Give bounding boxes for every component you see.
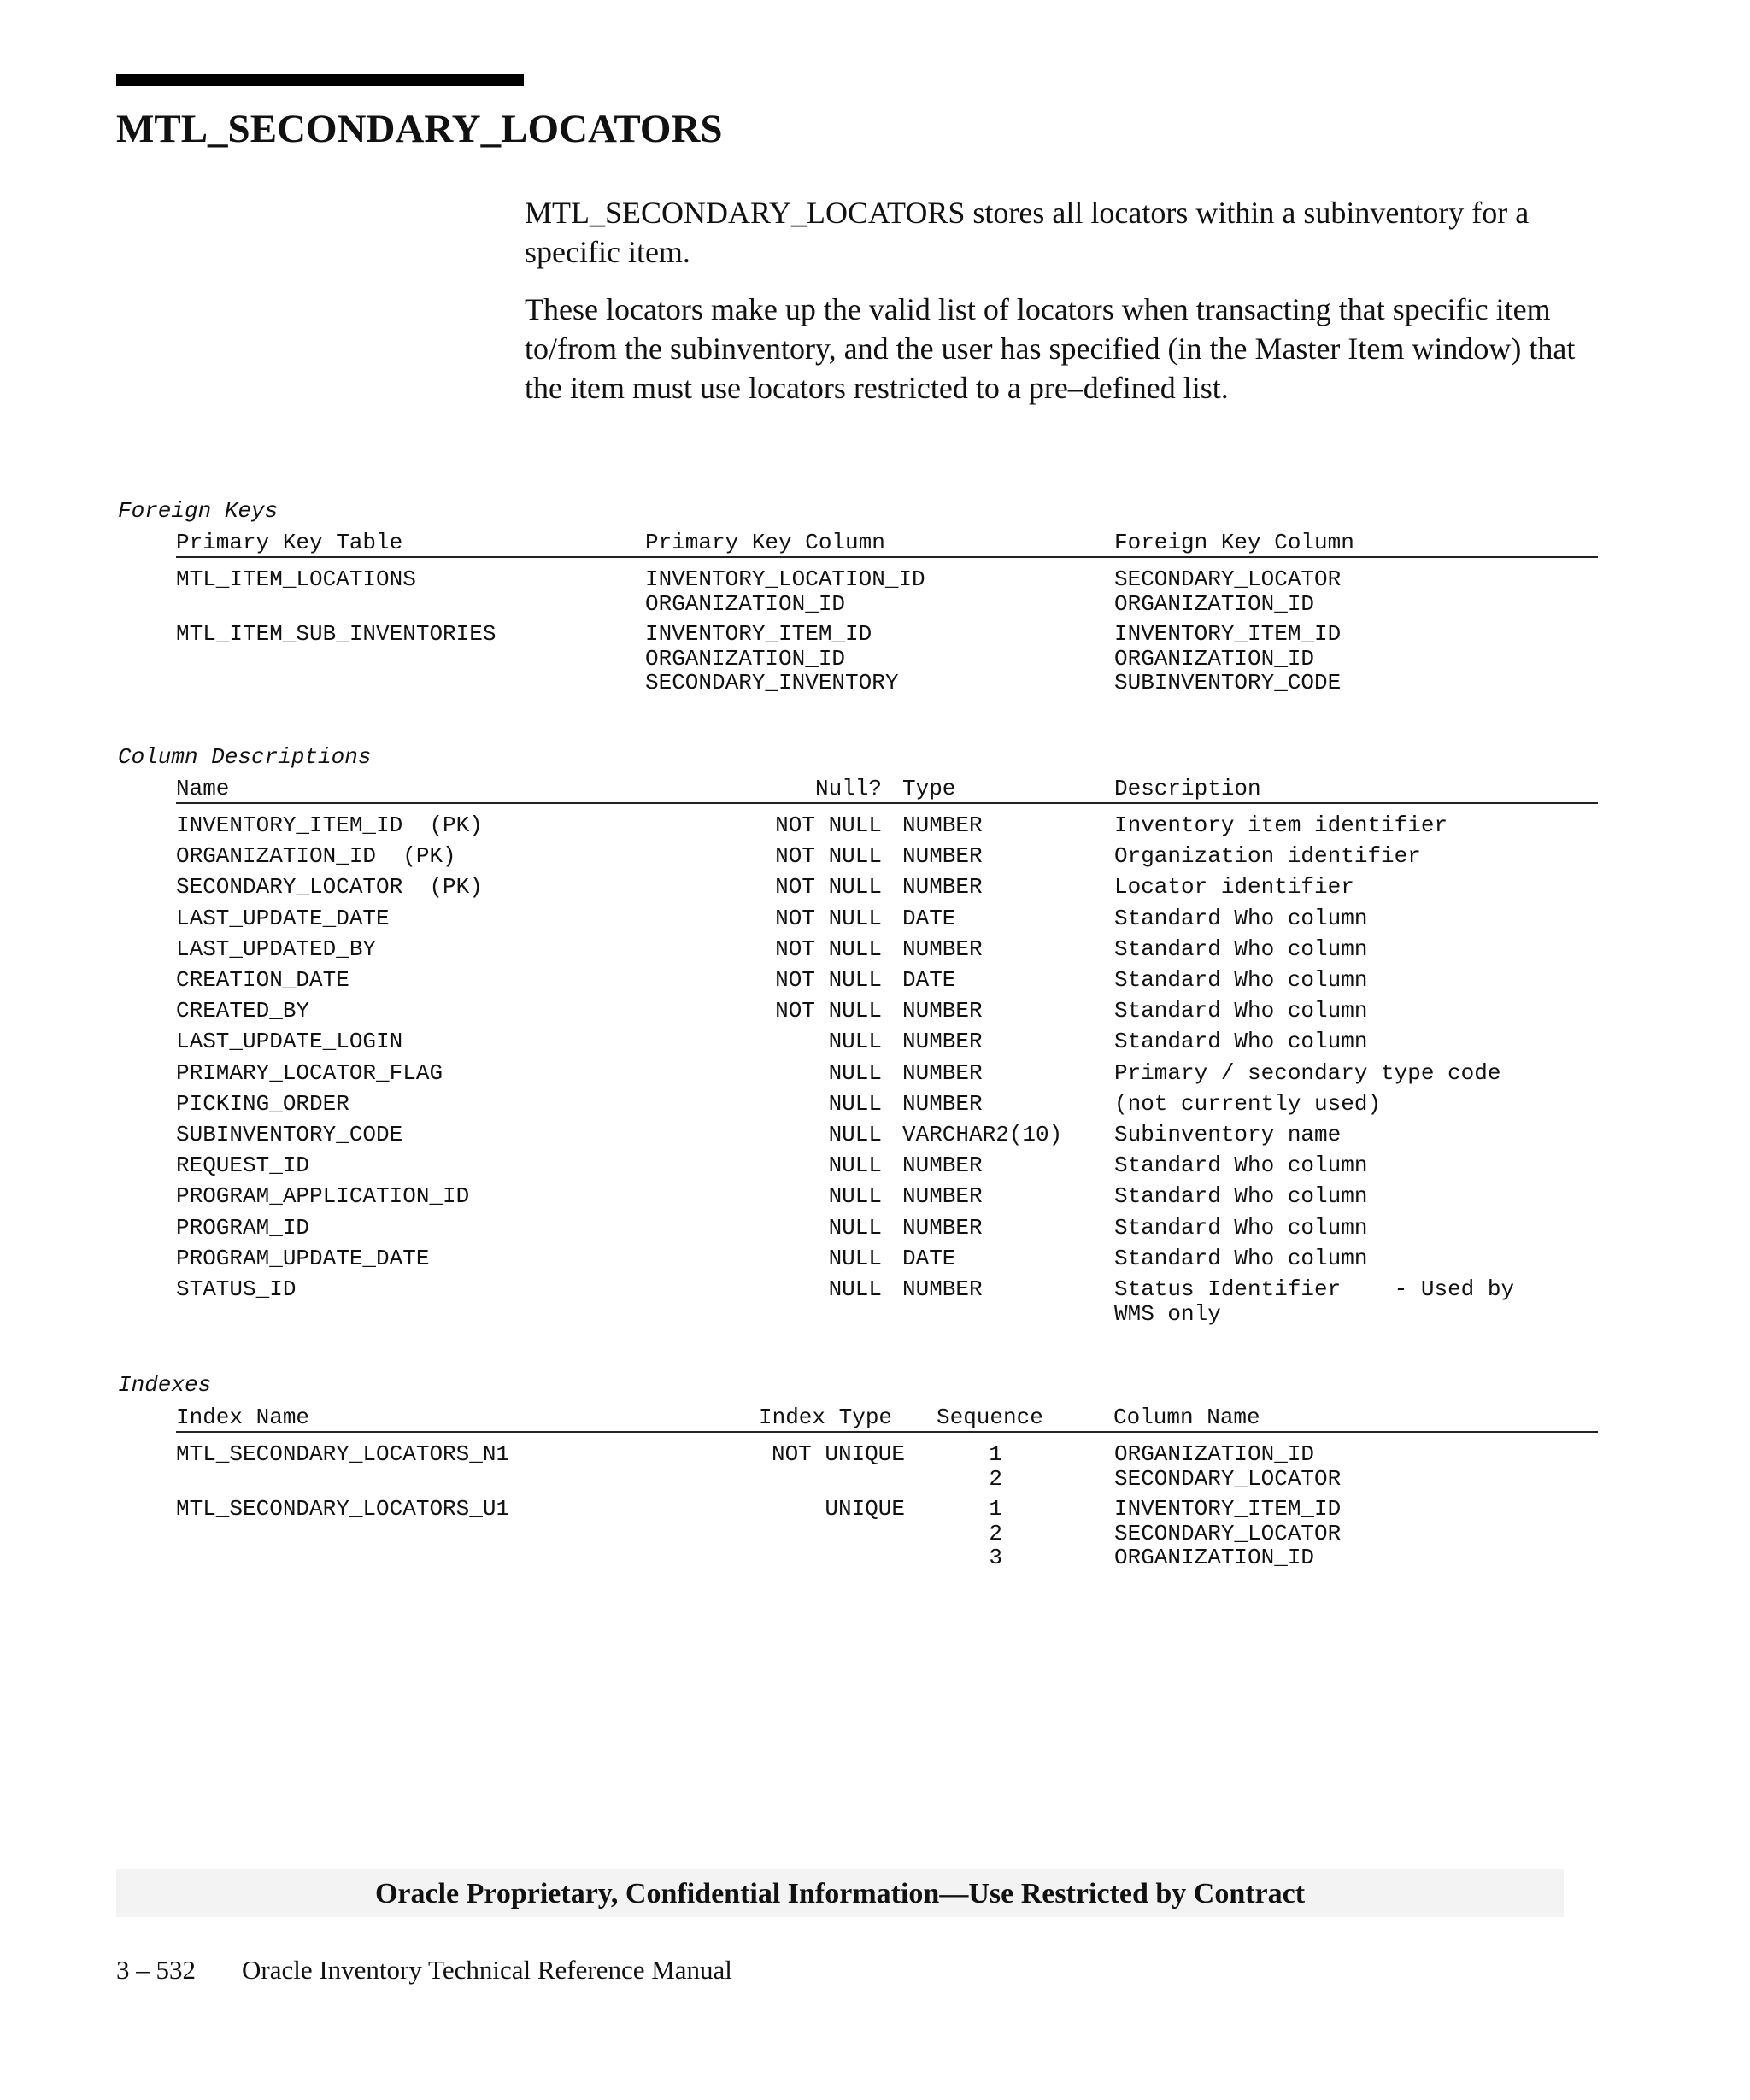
column-type: DATE (902, 905, 956, 931)
idx-header-column-name: Column Name (1113, 1405, 1260, 1430)
column-nullability: NOT NULL (775, 936, 882, 962)
description-paragraph-2: These locators make up the valid list of locators when transacting that specific item to/from the subinventory, and the user has specified (in the Master Item window) that the item must use locators restricted to a pre–defined list. (525, 292, 1576, 405)
confidentiality-banner (116, 1869, 1564, 1917)
column-description: Standard Who column (1114, 936, 1368, 962)
page-title: MTL_SECONDARY_LOCATORS (116, 107, 723, 151)
column-type: NUMBER (902, 812, 983, 838)
column-type: NUMBER (902, 1153, 983, 1179)
column-nullability: NOT NULL (775, 905, 882, 931)
column-type: NUMBER (902, 1059, 983, 1086)
indexes-label: Indexes (118, 1372, 212, 1398)
column-type: NUMBER (902, 1276, 983, 1302)
column-description: Subinventory name (1114, 1122, 1342, 1147)
column-type: NUMBER (902, 1214, 983, 1241)
column-nullability: NULL (828, 1059, 882, 1086)
index-column-name: ORGANIZATION_ID (1114, 1545, 1315, 1570)
fk-foreign-key-column: ORGANIZATION_ID (1114, 590, 1315, 617)
fk-header-primary-key-column: Primary Key Column (645, 530, 885, 555)
foreign-keys-label: Foreign Keys (118, 498, 279, 524)
column-nullability: NOT NULL (775, 874, 882, 900)
column-name: SUBINVENTORY_CODE (176, 1122, 403, 1147)
column-description: Inventory item identifier (1114, 812, 1448, 838)
column-type: NUMBER (902, 998, 983, 1024)
column-nullability: NULL (828, 1276, 882, 1302)
column-nullability: NOT NULL (775, 812, 882, 838)
index-type: NOT UNIQUE (771, 1441, 905, 1467)
index-column-name: SECONDARY_LOCATOR (1114, 1465, 1342, 1492)
column-description: Organization identifier (1114, 843, 1421, 870)
index-name: MTL_SECONDARY_LOCATORS_N1 (176, 1441, 510, 1467)
column-description: Primary / secondary type code (1114, 1059, 1501, 1086)
column-name: STATUS_ID (176, 1276, 297, 1302)
column-name: SECONDARY_LOCATOR (PK) (176, 874, 483, 900)
column-name: LAST_UPDATE_LOGIN (176, 1029, 403, 1055)
column-nullability: NULL (828, 1214, 882, 1241)
column-nullability: NULL (828, 1122, 882, 1147)
column-type: VARCHAR2(10) (902, 1122, 1063, 1147)
description-paragraph-1: MTL_SECONDARY_LOCATORS stores all locators within a subinventory for a specific item. (525, 196, 1530, 269)
column-name: PROGRAM_UPDATE_DATE (176, 1245, 430, 1271)
fk-header-rule (176, 556, 1598, 558)
column-name: LAST_UPDATED_BY (176, 936, 377, 962)
manual-title: Oracle Inventory Technical Reference Manual (242, 1955, 732, 1985)
col-header-type: Type (902, 776, 956, 801)
column-nullability: NULL (828, 1245, 882, 1271)
column-name: INVENTORY_ITEM_ID (PK) (176, 812, 483, 838)
fk-primary-key-column: ORGANIZATION_ID (645, 645, 846, 672)
title-rule (116, 74, 524, 86)
column-type: DATE (902, 1245, 956, 1271)
column-type: NUMBER (902, 936, 983, 962)
fk-header-primary-key-table: Primary Key Table (176, 530, 403, 555)
index-sequence: 3 (989, 1545, 1002, 1570)
fk-primary-key-column: ORGANIZATION_ID (645, 590, 846, 617)
column-nullability: NULL (828, 1090, 882, 1117)
column-nullability: NULL (828, 1029, 882, 1055)
idx-header-index-name: Index Name (176, 1405, 310, 1430)
fk-primary-key-column: SECONDARY_INVENTORY (645, 670, 899, 695)
page-number: 3 – 532 (116, 1955, 196, 1985)
index-sequence: 2 (989, 1465, 1002, 1492)
column-description: Standard Who column (1114, 1153, 1368, 1179)
index-sequence: 1 (989, 1496, 1002, 1522)
column-type: NUMBER (902, 874, 983, 900)
index-sequence: 2 (989, 1520, 1002, 1546)
column-nullability: NULL (828, 1183, 882, 1210)
col-header-rule (176, 802, 1598, 804)
column-description: Status Identifier - Used by (1114, 1276, 1515, 1302)
column-name: CREATION_DATE (176, 967, 349, 993)
idx-header-rule (176, 1431, 1598, 1433)
column-description: Standard Who column (1114, 905, 1368, 931)
column-type: DATE (902, 967, 956, 993)
fk-foreign-key-column: ORGANIZATION_ID (1114, 645, 1315, 672)
column-nullability: NOT NULL (775, 967, 882, 993)
column-descriptions-label: Column Descriptions (118, 744, 372, 770)
column-type: NUMBER (902, 1090, 983, 1117)
fk-primary-key-column: INVENTORY_LOCATION_ID (645, 566, 925, 592)
index-name: MTL_SECONDARY_LOCATORS_U1 (176, 1496, 510, 1522)
col-header-name: Name (176, 776, 230, 801)
index-column-name: INVENTORY_ITEM_ID (1114, 1496, 1342, 1522)
column-name: PICKING_ORDER (176, 1090, 349, 1117)
column-nullability: NULL (828, 1153, 882, 1179)
column-description: Standard Who column (1114, 967, 1368, 993)
column-name: PRIMARY_LOCATOR_FLAG (176, 1059, 443, 1086)
column-name: PROGRAM_APPLICATION_ID (176, 1183, 470, 1210)
column-name: REQUEST_ID (176, 1153, 310, 1179)
idx-header-index-type: Index Type (759, 1405, 893, 1430)
col-header-null: Null? (814, 776, 882, 801)
column-name: CREATED_BY (176, 998, 310, 1024)
column-description: Standard Who column (1114, 1245, 1368, 1271)
fk-primary-key-table: MTL_ITEM_LOCATIONS (176, 566, 416, 592)
fk-foreign-key-column: SECONDARY_LOCATOR (1114, 566, 1342, 592)
column-name: ORGANIZATION_ID (PK) (176, 843, 456, 870)
column-nullability: NOT NULL (775, 843, 882, 870)
column-description: WMS only (1114, 1300, 1221, 1327)
column-type: NUMBER (902, 1183, 983, 1210)
col-header-description: Description (1114, 776, 1261, 801)
column-description: Standard Who column (1114, 998, 1368, 1024)
index-column-name: ORGANIZATION_ID (1114, 1441, 1315, 1467)
index-type: UNIQUE (825, 1496, 905, 1522)
fk-header-foreign-key-column: Foreign Key Column (1114, 530, 1354, 555)
index-column-name: SECONDARY_LOCATOR (1114, 1520, 1342, 1546)
column-name: LAST_UPDATE_DATE (176, 905, 390, 931)
column-type: NUMBER (902, 1029, 983, 1055)
column-description: Standard Who column (1114, 1183, 1368, 1210)
idx-header-sequence: Sequence (937, 1405, 1043, 1430)
column-type: NUMBER (902, 843, 983, 870)
column-nullability: NOT NULL (775, 998, 882, 1024)
confidentiality-notice: Oracle Proprietary, Confidential Information––Use Restricted by Contract (374, 1878, 1306, 1909)
fk-foreign-key-column: SUBINVENTORY_CODE (1114, 670, 1342, 695)
column-name: PROGRAM_ID (176, 1214, 310, 1241)
column-description: Standard Who column (1114, 1029, 1368, 1055)
column-description: Standard Who column (1114, 1214, 1368, 1241)
fk-primary-key-table: MTL_ITEM_SUB_INVENTORIES (176, 621, 496, 647)
fk-primary-key-column: INVENTORY_ITEM_ID (645, 621, 872, 647)
column-description: Locator identifier (1114, 874, 1354, 900)
index-sequence: 1 (989, 1441, 1002, 1467)
fk-foreign-key-column: INVENTORY_ITEM_ID (1114, 621, 1342, 647)
column-description: (not currently used) (1114, 1090, 1382, 1117)
